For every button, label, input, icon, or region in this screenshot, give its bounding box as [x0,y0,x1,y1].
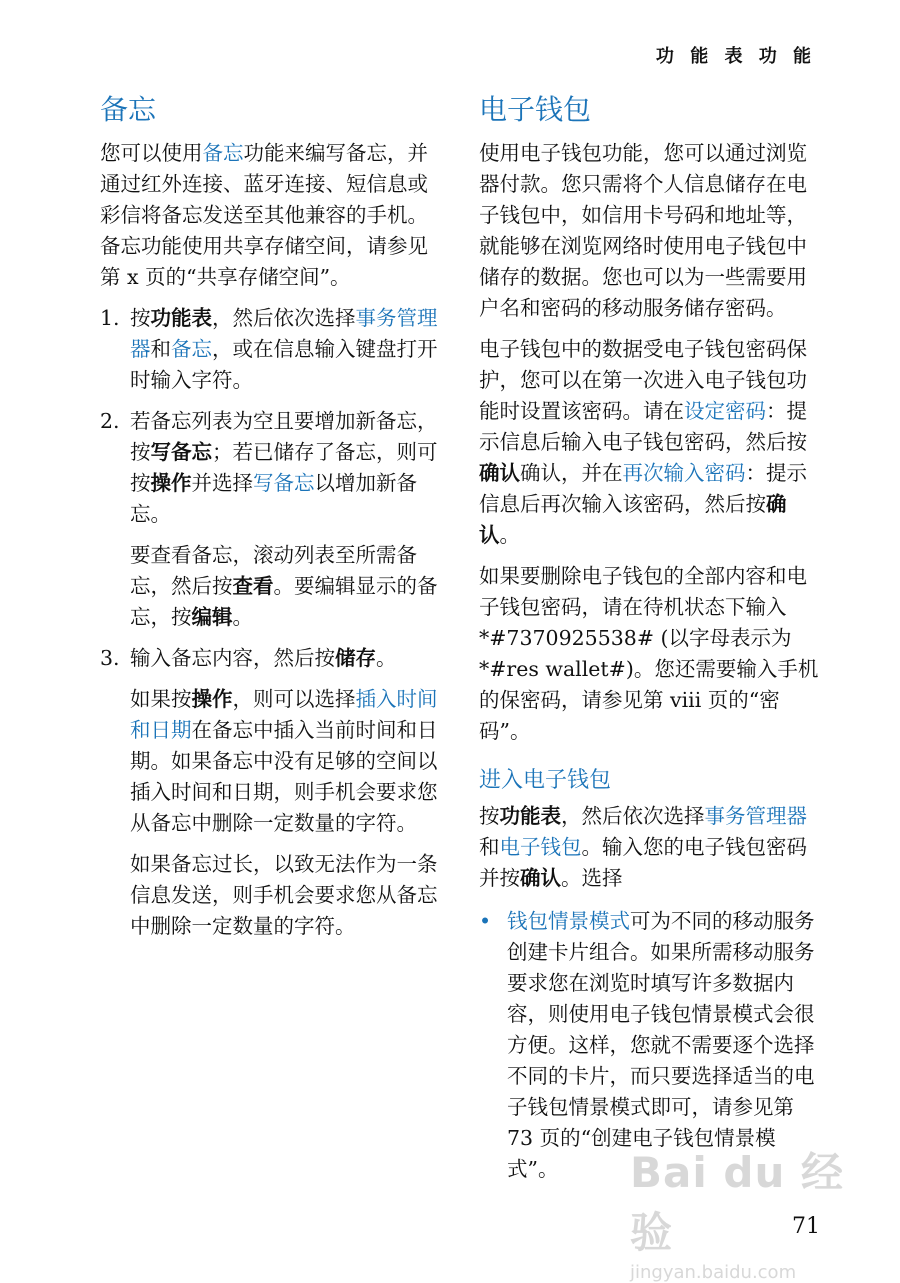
menu-link-text: 事务管理器 [130,306,438,361]
memo-step [100,303,440,396]
memo-steps [100,303,440,942]
left-column [100,90,440,952]
menu-link-text: 备忘 [171,337,212,361]
body-text: 和 [150,337,171,361]
key-label: 功能表 [150,306,212,330]
body-text: 。 [232,605,253,629]
step-paragraph [130,540,440,633]
right-column [479,90,819,1185]
wallet-paragraph [479,801,819,894]
step-number: 2. [100,409,120,433]
body-text: 以增加新备忘。 [130,471,417,526]
body-text: ，然后依次选择 [561,804,705,828]
body-text: 使用电子钱包功能，您可以通过浏览器付款。您只需将个人信息储存在电子钱包中，如信用卡号码和地址等，就能够在浏览网络时使用电子钱包中储存的数据。您也可以为一些需要用户名和密码的移动服务储存密码。 [479,141,807,320]
step-number: 3. [100,646,120,670]
body-text: 。 [499,523,520,547]
key-label: 储存 [335,646,376,670]
menu-link-text: 事务管理器 [704,804,807,828]
body-text: 输入备忘内容，然后按 [130,646,335,670]
step-paragraph [130,849,440,942]
wallet-title: 电子钱包 [479,93,592,126]
body-text: 和 [479,835,500,859]
page-header: 功 能 表 功 能 [655,46,816,67]
body-text: 如果要删除电子钱包的全部内容和电子钱包密码，请在待机状态下输入 *#7370925538# (以字母表示为 *#res wallet#)。您还需要输入手机的保密码，请参见第 viii 页的“密码”。 [479,564,819,743]
key-label: 确认 [520,866,561,890]
menu-link-text: 设定密码 [684,399,766,423]
memo-step [100,406,440,633]
access-wallet-paragraphs [479,801,819,894]
menu-link-text: 钱包情景模式 [507,909,630,933]
key-label: 操作 [191,687,233,711]
body-text: ，则可以选择 [232,687,356,711]
body-text: 电子钱包中的数据受电子钱包密码保护，您可以在第一次进入电子钱包功能时设置该密码。请在 [479,337,807,423]
step-number: 1. [100,306,120,330]
menu-link-text: 插入时间和日期 [130,687,438,742]
memo-title: 备忘 [100,93,157,126]
watermark-url: jingyan.baidu.com [630,1262,797,1283]
body-text: 您可以使用 [100,141,203,165]
key-label: 写备忘 [150,440,212,464]
step-paragraph [130,303,440,396]
bullet-dot-icon: • [479,909,492,933]
memo-intro [100,138,440,293]
body-text: 。 [376,646,397,670]
body-text: 若备忘列表为空且要增加新备忘，按 [130,409,438,464]
body-text: 并选择 [191,471,253,495]
key-label: 操作 [150,471,192,495]
wallet-paragraphs [479,138,819,747]
page-number: 71 [792,1214,820,1239]
step-paragraph [130,406,440,530]
body-text: ；若已储存了备忘，则可按 [130,440,438,495]
body-text: 按 [479,804,500,828]
key-label: 功能表 [499,804,561,828]
body-text: 在备忘中插入当前时间和日期。如果备忘中没有足够的空间以插入时间和日期，则手机会要求您从备忘中删除一定数量的字符。 [130,718,438,835]
body-text: 可为不同的移动服务创建卡片组合。如果所需移动服务要求您在浏览时填写许多数据内容，则使用电子钱包情景模式会很方便。这样，您就不需要逐个选择不同的卡片，而只要选择适当的电子钱包情景模式即可，请参见第 73 页的“创建电子钱包情景模式”。 [507,909,815,1181]
menu-link-text: 电子钱包 [499,835,582,859]
body-text: ：提示信息后输入电子钱包密码，然后按 [479,399,807,454]
body-text: 。输入您的电子钱包密码并按 [479,835,807,890]
body-text: 。要编辑显示的备忘，按 [130,574,438,629]
access-wallet-subtitle: 进入电子钱包 [479,768,612,793]
body-text: 如果备忘过长，以致无法作为一条信息发送，则手机会要求您从备忘中删除一定数量的字符。 [130,852,438,938]
menu-link-text: 再次输入密码 [622,461,746,485]
body-text: 。选择 [561,866,623,890]
step-paragraph [130,684,440,839]
body-text: 确认，并在 [520,461,623,485]
key-label: 查看 [232,574,274,598]
key-label: 编辑 [191,605,233,629]
memo-step [100,643,440,942]
body-text: ：提示信息后再次输入该密码，然后按 [479,461,807,516]
wallet-paragraph [479,138,819,324]
wallet-paragraph [479,334,819,551]
body-text: 按 [130,306,151,330]
step-paragraph [130,643,440,674]
menu-link-text: 写备忘 [253,471,315,495]
key-label: 确认 [479,492,787,547]
body-text: ，或在信息输入键盘打开时输入字符。 [130,337,438,392]
body-text: ，然后依次选择 [212,306,356,330]
body-text: 功能来编写备忘，并通过红外连接、蓝牙连接、短信息或彩信将备忘发送至其他兼容的手机。备忘功能使用共享存储空间，请参见第 x 页的“共享存储空间”。 [100,141,428,289]
body-text: 如果按 [130,687,192,711]
wallet-paragraph [479,561,819,747]
body-text: 要查看备忘，滚动列表至所需备忘，然后按 [130,543,417,598]
menu-link-text: 备忘 [202,141,244,165]
watermark-brand: Bai du 经验 [630,1148,844,1257]
key-label: 确认 [479,461,520,485]
